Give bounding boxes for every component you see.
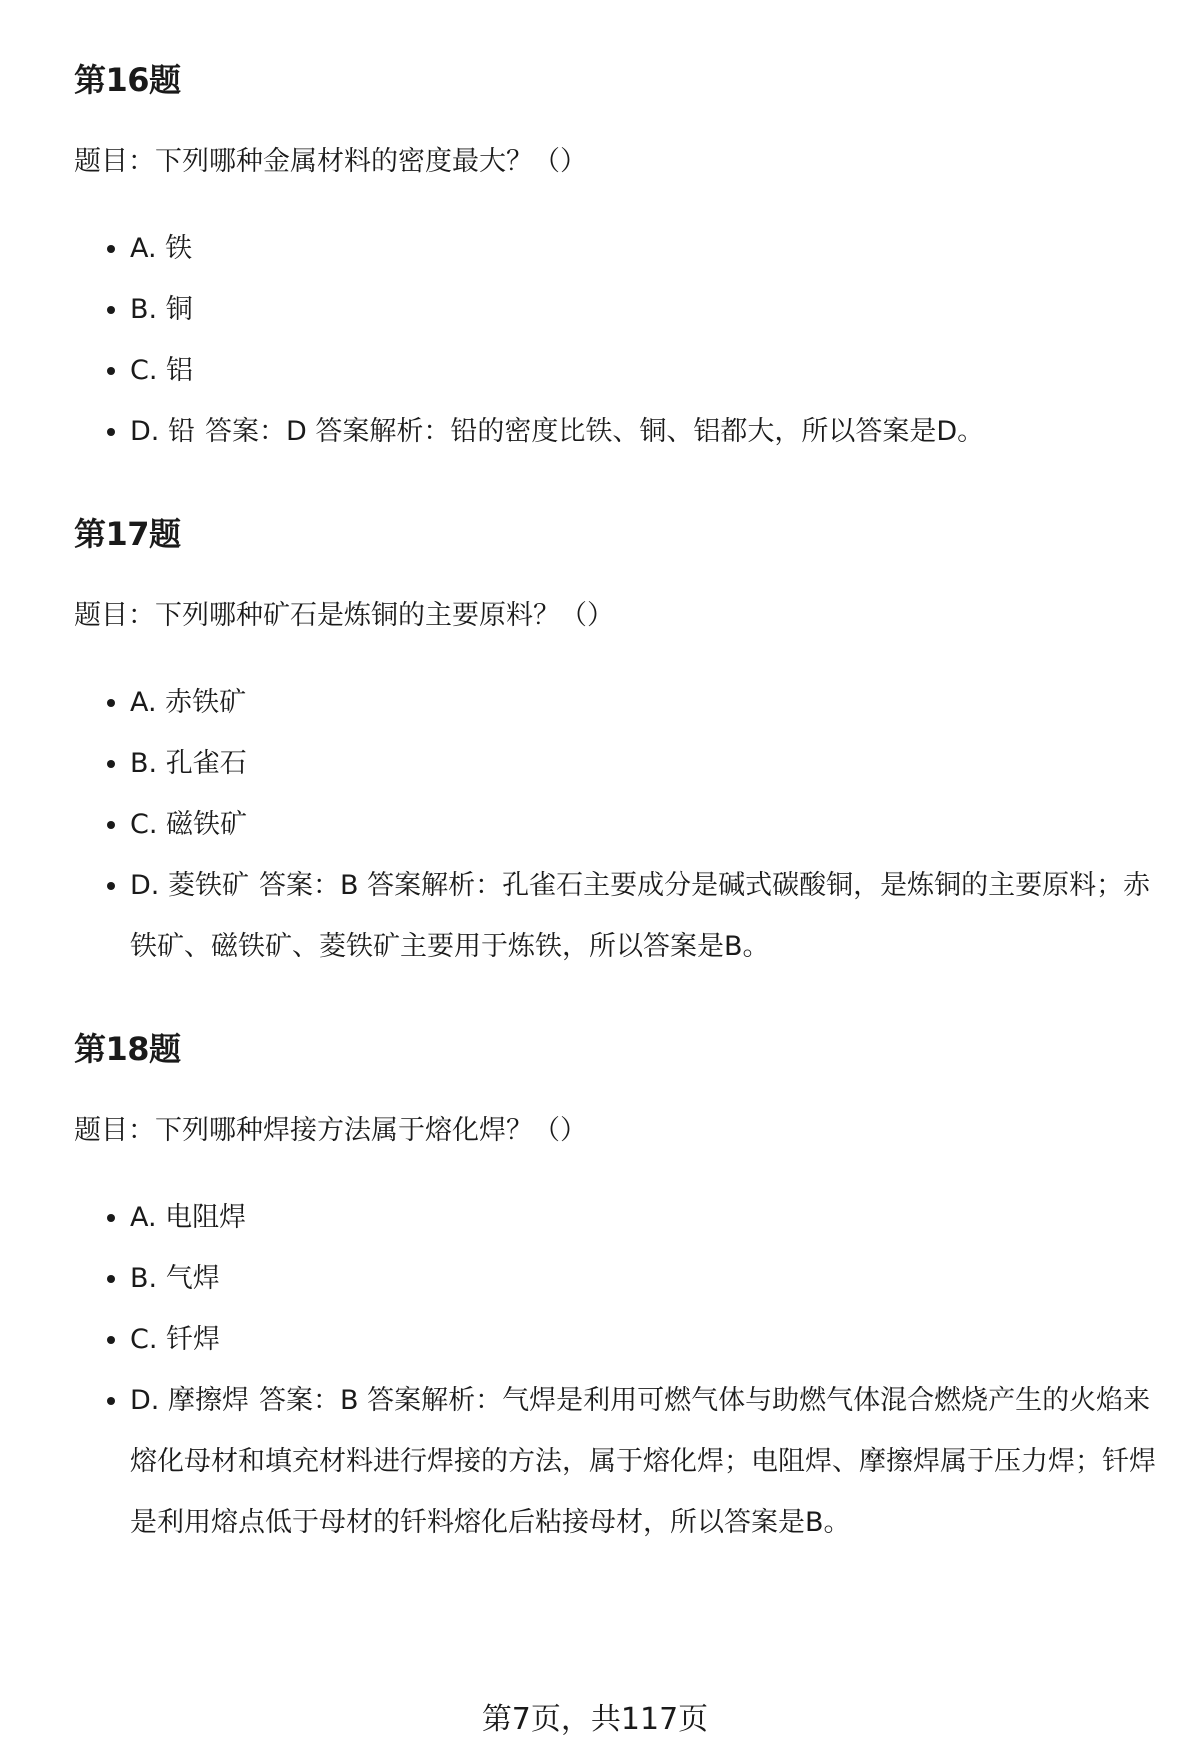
option-b	[74, 733, 1164, 794]
option-d	[74, 855, 1164, 977]
option-text: B. 气焊	[130, 1263, 220, 1294]
option-a	[74, 218, 1164, 279]
option-b	[74, 279, 1164, 340]
option-d	[74, 401, 1164, 462]
option-d	[74, 1370, 1164, 1553]
question-17	[74, 512, 1164, 977]
option-c	[74, 340, 1164, 401]
option-text: C. 钎焊	[130, 1324, 221, 1355]
option-list	[74, 218, 1164, 462]
option-text: C. 磁铁矿	[130, 809, 248, 840]
question-18	[74, 1027, 1164, 1553]
answer-explanation: 答案：B 答案解析：气焊是利用可燃气体与助燃气体混合燃烧产生的火焰来熔化母材和填充材料进行焊接的方法，属于熔化焊；电阻焊、摩擦焊属于压力焊；钎焊是利用熔点低于母材的钎料熔化后粘接母材，所以答案是B。	[130, 1385, 1156, 1538]
option-a	[74, 672, 1164, 733]
question-title: 第18题	[74, 1030, 181, 1068]
question-title: 第16题	[74, 61, 181, 99]
option-a	[74, 1187, 1164, 1248]
option-c	[74, 794, 1164, 855]
question-stem: 题目：下列哪种矿石是炼铜的主要原料？（）	[74, 600, 614, 631]
question-stem: 题目：下列哪种焊接方法属于熔化焊？（）	[74, 1115, 587, 1146]
option-text: A. 铁	[130, 233, 193, 264]
option-c	[74, 1309, 1164, 1370]
question-16	[74, 58, 1164, 462]
option-list	[74, 1187, 1164, 1553]
option-b	[74, 1248, 1164, 1309]
document-page	[74, 58, 1164, 1603]
option-text: D. 摩擦焊	[130, 1385, 249, 1416]
option-text: C. 铝	[130, 355, 194, 386]
option-list	[74, 672, 1164, 977]
question-title: 第17题	[74, 515, 181, 553]
option-text: D. 菱铁矿	[130, 870, 249, 901]
answer-explanation: 答案：D 答案解析：铅的密度比铁、铜、铝都大，所以答案是D。	[204, 416, 985, 447]
question-stem: 题目：下列哪种金属材料的密度最大？（）	[74, 146, 587, 177]
page-footer: 第7页，共117页	[481, 1702, 709, 1737]
option-text: A. 电阻焊	[130, 1202, 247, 1233]
option-text: D. 铅	[130, 416, 195, 447]
answer-explanation: 答案：B 答案解析：孔雀石主要成分是碱式碳酸铜，是炼铜的主要原料；赤铁矿、磁铁矿、菱铁矿主要用于炼铁，所以答案是B。	[130, 870, 1151, 962]
option-text: A. 赤铁矿	[130, 687, 247, 718]
option-text: B. 铜	[130, 294, 193, 325]
option-text: B. 孔雀石	[130, 748, 247, 779]
